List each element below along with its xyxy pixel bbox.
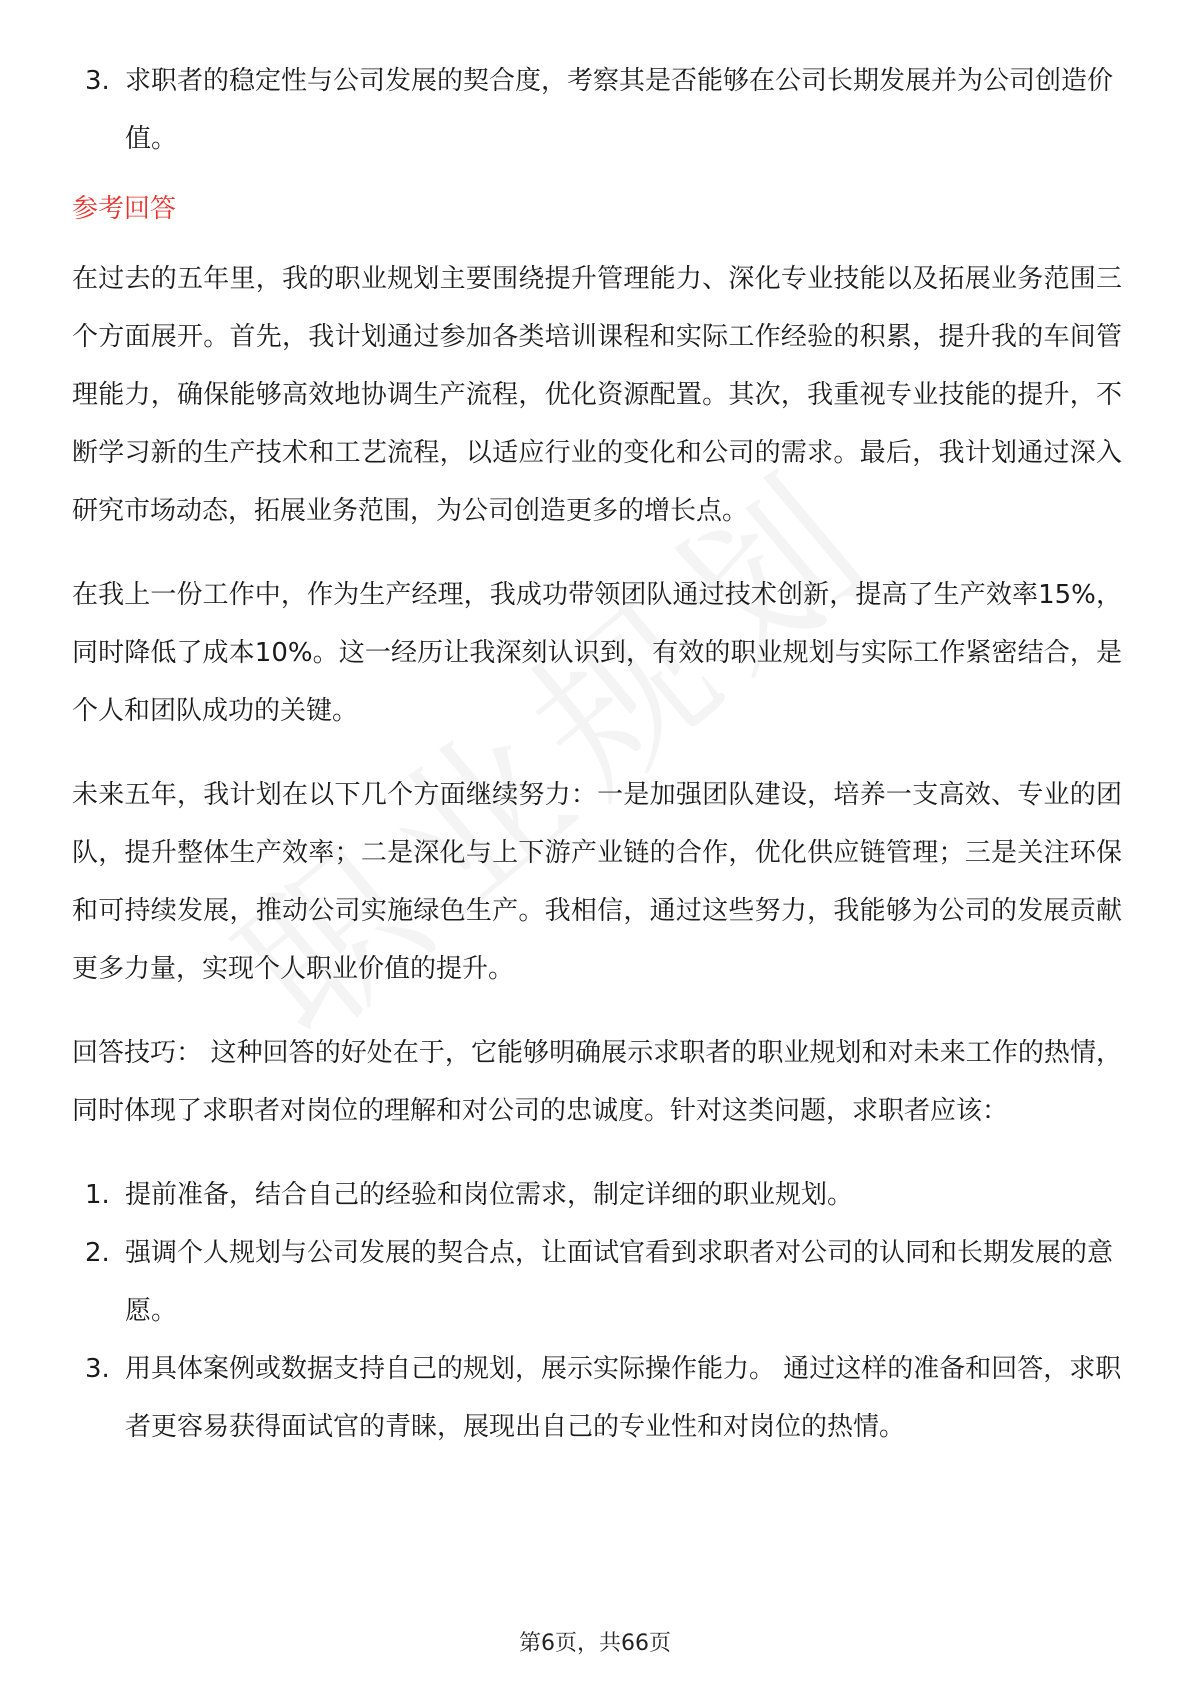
answer-paragraph-2: 在我上一份工作中，作为生产经理，我成功带领团队通过技术创新，提高了生产效率15%，同时降低了成本10%。这一经历让我深刻认识到，有效的职业规划与实际工作紧密结合，是个人和团队成功的关键。 bbox=[72, 580, 1122, 726]
list-item-text: 强调个人规划与公司发展的契合点，让面试官看到求职者对公司的认同和长期发展的意愿。 bbox=[125, 1238, 1114, 1326]
list-item-number: 3. bbox=[85, 66, 110, 96]
list-item-number: 2. bbox=[85, 1238, 110, 1268]
list-item bbox=[72, 1166, 1122, 1224]
tips-paragraph: 回答技巧： 这种回答的好处在于，它能够明确展示求职者的职业规划和对未来工作的热情，同时体现了求职者对岗位的理解和对公司的忠诚度。针对这类问题，求职者应该： bbox=[72, 1038, 1122, 1126]
list-item-number: 3. bbox=[85, 1354, 110, 1384]
list-item bbox=[72, 1224, 1122, 1340]
list-item-text: 求职者的稳定性与公司发展的契合度，考察其是否能够在公司长期发展并为公司创造价值。 bbox=[125, 66, 1114, 154]
top-list bbox=[72, 52, 1122, 168]
list-item-number: 1. bbox=[85, 1180, 110, 1210]
page-content bbox=[72, 52, 1122, 1456]
list-item bbox=[72, 52, 1122, 168]
list-item-text: 用具体案例或数据支持自己的规划，展示实际操作能力。 通过这样的准备和回答，求职者更容易获得面试官的青睐，展现出自己的专业性和对岗位的热情。 bbox=[125, 1354, 1122, 1442]
list-item bbox=[72, 1340, 1122, 1456]
list-item-text: 提前准备，结合自己的经验和岗位需求，制定详细的职业规划。 bbox=[125, 1180, 854, 1210]
answer-paragraph-1: 在过去的五年里，我的职业规划主要围绕提升管理能力、深化专业技能以及拓展业务范围三个方面展开。首先，我计划通过参加各类培训课程和实际工作经验的积累，提升我的车间管理能力，确保能够高效地协调生产流程，优化资源配置。其次，我重视专业技能的提升，不断学习新的生产技术和工艺流程，以适应行业的变化和公司的需求。最后，我计划通过深入研究市场动态，拓展业务范围，为公司创造更多的增长点。 bbox=[72, 264, 1122, 526]
tips-list bbox=[72, 1166, 1122, 1456]
section-heading: 参考回答 bbox=[72, 194, 177, 224]
answer-paragraph-3: 未来五年，我计划在以下几个方面继续努力：一是加强团队建设，培养一支高效、专业的团队，提升整体生产效率；二是深化与上下游产业链的合作，优化供应链管理；三是关注环保和可持续发展，推动公司实施绿色生产。我相信，通过这些努力，我能够为公司的发展贡献更多力量，实现个人职业价值的提升。 bbox=[72, 780, 1122, 984]
page-footer: 第6页，共66页 bbox=[519, 1631, 671, 1656]
